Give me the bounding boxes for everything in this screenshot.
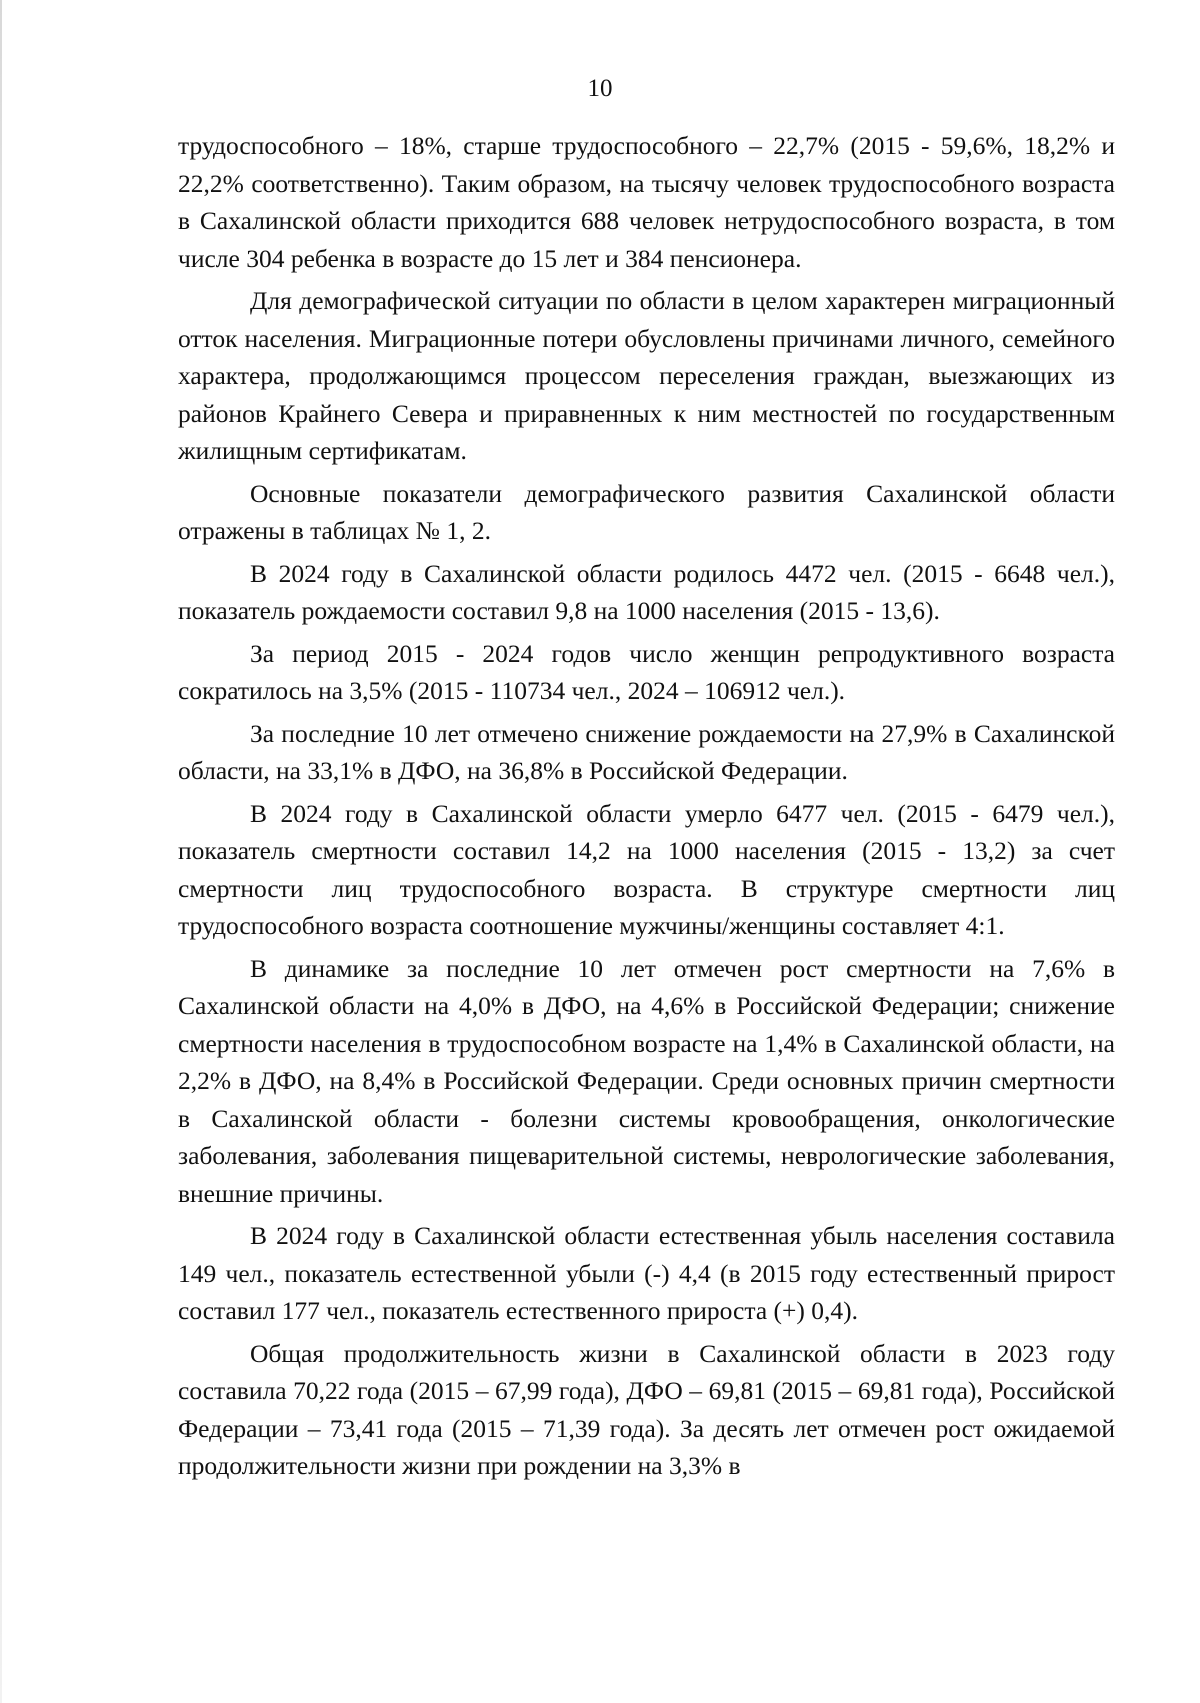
scan-edge xyxy=(0,0,2,1703)
paragraph-continuation: трудоспособного – 18%, старше трудоспособного – 22,7% (2015 - 59,6%, 18,2% и 22,2% соответственно). Таким образом, на тысячу человек трудоспособного возраста в Сахалинской области приходится 688 человек нетрудоспособного возраста, в том числе 304 ребенка в возрасте до 15 лет и 384 пенсионера. xyxy=(178,131,1115,273)
document-body xyxy=(178,127,1115,1485)
paragraph-migration: Для демографической ситуации по области в целом характерен миграционный отток населения. Миграционные потери обусловлены причинами личного, семейного характера, продолжающимся процессом переселения граждан, выезжающих из районов Крайнего Севера и приравненных к ним местностей по государственным жилищным сертификатам. xyxy=(178,286,1115,465)
paragraph-natural-decrease: В 2024 году в Сахалинской области естественная убыль населения составила 149 чел., показатель естественной убыли (-) 4,4 (в 2015 году естественный прирост составил 177 чел., показатель естественного прироста (+) 0,4). xyxy=(178,1221,1115,1325)
page-number: 10 xyxy=(587,75,613,102)
paragraph-births: В 2024 году в Сахалинской области родилось 4472 чел. (2015 - 6648 чел.), показатель рождаемости составил 9,8 на 1000 населения (2015 - 13,6). xyxy=(178,558,1115,625)
paragraph-women-reproductive: За период 2015 - 2024 годов число женщин репродуктивного возраста сократилось на 3,5% (2015 - 110734 чел., 2024 – 106912 чел.). xyxy=(178,638,1115,705)
paragraph-birthrate-decline: За последние 10 лет отмечено снижение рождаемости на 27,9% в Сахалинской области, на 33,1% в ДФО, на 36,8% в Российской Федерации. xyxy=(178,718,1115,785)
paragraph-deaths: В 2024 году в Сахалинской области умерло 6477 чел. (2015 - 6479 чел.), показатель смертности составил 14,2 на 1000 населения (2015 - 13,2) за счет смертности лиц трудоспособного возраста. В структуре смертности лиц трудоспособного возраста соотношение мужчины/женщины составляет 4:1. xyxy=(178,798,1115,940)
paragraph-indicators: Основные показатели демографического развития Сахалинской области отражены в таблицах № 1, 2. xyxy=(178,478,1115,545)
paragraph-life-expectancy: Общая продолжительность жизни в Сахалинской области в 2023 году составила 70,22 года (2015 – 67,99 года), ДФО – 69,81 (2015 – 69,81 года), Российской Федерации – 73,41 года (2015 – 71,39 года). За десять лет отмечен рост ожидаемой продолжительности жизни при рождении на 3,3% в xyxy=(178,1338,1115,1480)
paragraph-mortality-dynamics: В динамике за последние 10 лет отмечен рост смертности на 7,6% в Сахалинской области на 4,0% в ДФО, на 4,6% в Российской Федерации; снижение смертности населения в трудоспособном возрасте на 1,4% в Сахалинской области, на 2,2% в ДФО, на 8,4% в Российской Федерации. Среди основных причин смертности в Сахалинской области - болезни системы кровообращения, онкологические заболевания, заболевания пищеварительной системы, неврологические заболевания, внешние причины. xyxy=(178,953,1115,1208)
